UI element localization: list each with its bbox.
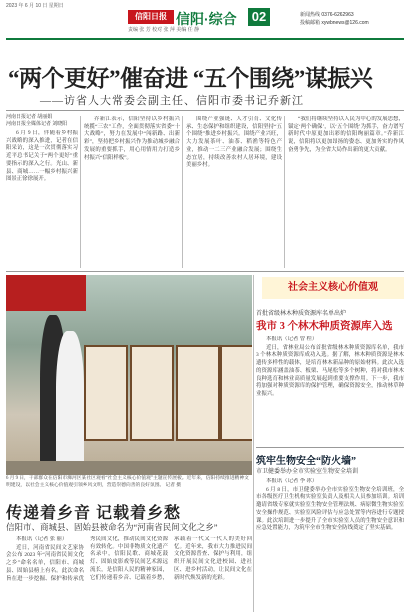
divider <box>6 271 404 272</box>
section-title: 信阳·综合 <box>176 11 237 27</box>
lead-column-2 <box>84 116 180 268</box>
bio-safety-headline: 筑牢生物安全“防火墙” <box>256 456 356 467</box>
hotline: 新闻热线 0376-6262963 <box>300 12 354 18</box>
lead-headline-b: “五个围绕”谋振兴 <box>192 66 373 91</box>
photo-display-board <box>130 345 174 441</box>
email: 投稿邮箱 xywbnews@126.com <box>300 20 369 26</box>
divider <box>6 110 404 111</box>
contact-info <box>300 11 369 27</box>
photo-ground <box>6 461 252 475</box>
folk-culture-body <box>6 536 252 612</box>
photo-display-board <box>176 345 220 441</box>
lead-headline-a: “两个更好”催奋进 <box>8 66 188 91</box>
lead-paragraph: 6 月 9 日，伴随着乡村振兴战略的深入推进，记者在信阳采访，这是一次贯彻落实习近平总书记关于“两个更好”重要指示的深入之行。光山、新县、商城……一幅乡村振兴新图景正徐徐展开。 <box>6 130 78 183</box>
photo-red-banner <box>6 275 86 311</box>
lead-headline <box>8 60 372 93</box>
feature-kicker: 首批省级林木种质资源库名单出炉 <box>256 311 347 317</box>
lead-column-4 <box>288 116 404 268</box>
masthead-rule <box>6 38 404 40</box>
column-divider <box>182 116 183 268</box>
lead-paragraph: 围绕产业强链、人才引育、文化传承、生态保护和组织建设，信阳坚持“五个围绕”推进乡村振兴。围绕产业兴旺，大力发展茶叶、油茶、稻渔等特色产业，推动一二三产业融合发展；围绕生态宜居，持续改善农村人居环境，建设美丽乡村。 <box>186 116 282 169</box>
column-divider <box>80 116 81 268</box>
bio-safety-body <box>256 478 404 612</box>
editor-line: 责编 张 芳 校对 张 萍 美编 任 静 <box>128 27 200 33</box>
folk-culture-byline: 本报讯（记者 张 丽） <box>16 536 68 542</box>
feature-byline: 本报讯（记者 曾 程） <box>266 336 318 342</box>
newspaper-logo: 信阳日报 <box>128 10 174 24</box>
photo-display-board <box>220 345 252 441</box>
lead-subhead: ——访省人大常委会副主任、信阳市委书记乔新江 <box>40 95 304 107</box>
lead-column-3 <box>186 116 282 268</box>
lead-byline: 河南日报记者 胡丽娟 河南日报全媒体记者 刘晓阳 <box>6 115 68 127</box>
bio-safety-subhead: 市卫健委举办全市实验室生物安全培训 <box>256 469 359 475</box>
page-number: 02 <box>248 8 270 26</box>
bio-safety-paragraph: 6 月 8 日，市卫健委举办全市实验室生物安全培训班，全市各级医疗卫生机构实验室负责人及相关人员参加培训。培训邀请省级专家就实验室生物安全管理法规、病原微生物实验室安全操作规范、实验室风险评估与应急处置等内容进行专题授课。此次培训进一步提升了全市实验室人员的生物安全意识和应急处置能力，为筑牢全市生物安全防线奠定了坚实基础。 <box>256 486 404 532</box>
feature-paragraph: 近日，省林业局公布首批省级林木种质资源库名单，我市 3 个林木种质资源库成功入选。据了解，林木种质资源是林木遗传多样性的载体，是培育林木新品种的原始材料。此次入选的资源库涵盖油茶、板栗、马尾松等多个树种，将对我市林木良种选育和林业高质量发展起到重要支撑作用。下一步，我市将加强对种质资源库的保护管理，确保资源安全，推动林草种业振兴。 <box>256 344 404 397</box>
divider <box>256 447 404 448</box>
bio-safety-byline: 本报讯（记者 李 冰） <box>266 478 318 484</box>
issue-date: 2023 年 6 月 10 日 星期日 <box>6 3 64 9</box>
folk-culture-subhead: 信阳市、商城县、固始县被命名为“河南省民间文化之乡” <box>6 522 218 532</box>
folk-culture-headline: 传递着乡音 记载着乡愁 <box>6 505 182 522</box>
photo-person <box>56 331 84 475</box>
lead-column-1 <box>6 130 78 268</box>
photo-display-board <box>84 345 128 441</box>
values-banner: 社会主义核心价值观 <box>262 277 404 299</box>
news-photo <box>6 275 252 475</box>
folk-culture-paragraph: 近日，河南省民间文艺家协会公布 2023 年“河南省民间文化之乡”命名名单，信阳市、商城县、固始县榜上有名。此次命名旨在进一步挖掘、保护和传承优秀民间文化，推动民间文化资源有效转化。中国非物质文化遗产名录中，信阳民歌、商城花鼓灯、固始皮影戏等民间艺术源远流长，是信阳人民的精神家园，它们传递着乡音、记载着乡愁，承载着一代又一代人的美好回忆。近年来，我市大力推进民间文化资源普查、保护与利用，组织开展民间文化进校园、进社区、进乡村活动，让民间文化在新时代焕发新的光彩。 <box>6 536 252 582</box>
feature-body <box>256 336 404 444</box>
column-divider <box>253 275 254 612</box>
lead-paragraph: 乔新江表示，信阳坚持以乡村振兴统揽“三农”工作，全面贯彻落实省委“十大战略”，努力在发展中“闯新路、出新彩”，坚持把乡村振兴作为推动城乡融合发展的重要抓手，用心用情用力打造乡村振兴“信阳样板”。 <box>84 116 180 161</box>
feature-headline: 我市 3 个林木种质资源库入选 <box>256 321 393 332</box>
column-divider <box>284 116 285 268</box>
photo-caption: 6 月 9 日，干部群众在信阳市浉河区某社区观看“社会主义核心价值观”主题宣传展板。近年来，信阳持续推进精神文明建设，以社会主义核心价值观引领乡风文明，营造崇德向善的良好氛围。 记者 摄 <box>6 476 249 488</box>
lead-paragraph: “我们将继续坚持以人民为中心的发展思想，锚定‘两个确保’，以‘五个围绕’为抓手，奋力谱写新时代中原更加出彩的信阳绚丽篇章。”乔新江说，信阳将以更加昂扬的姿态、更加务实的作风奋勇争先，为全省大局作出新的更大贡献。 <box>288 116 404 153</box>
